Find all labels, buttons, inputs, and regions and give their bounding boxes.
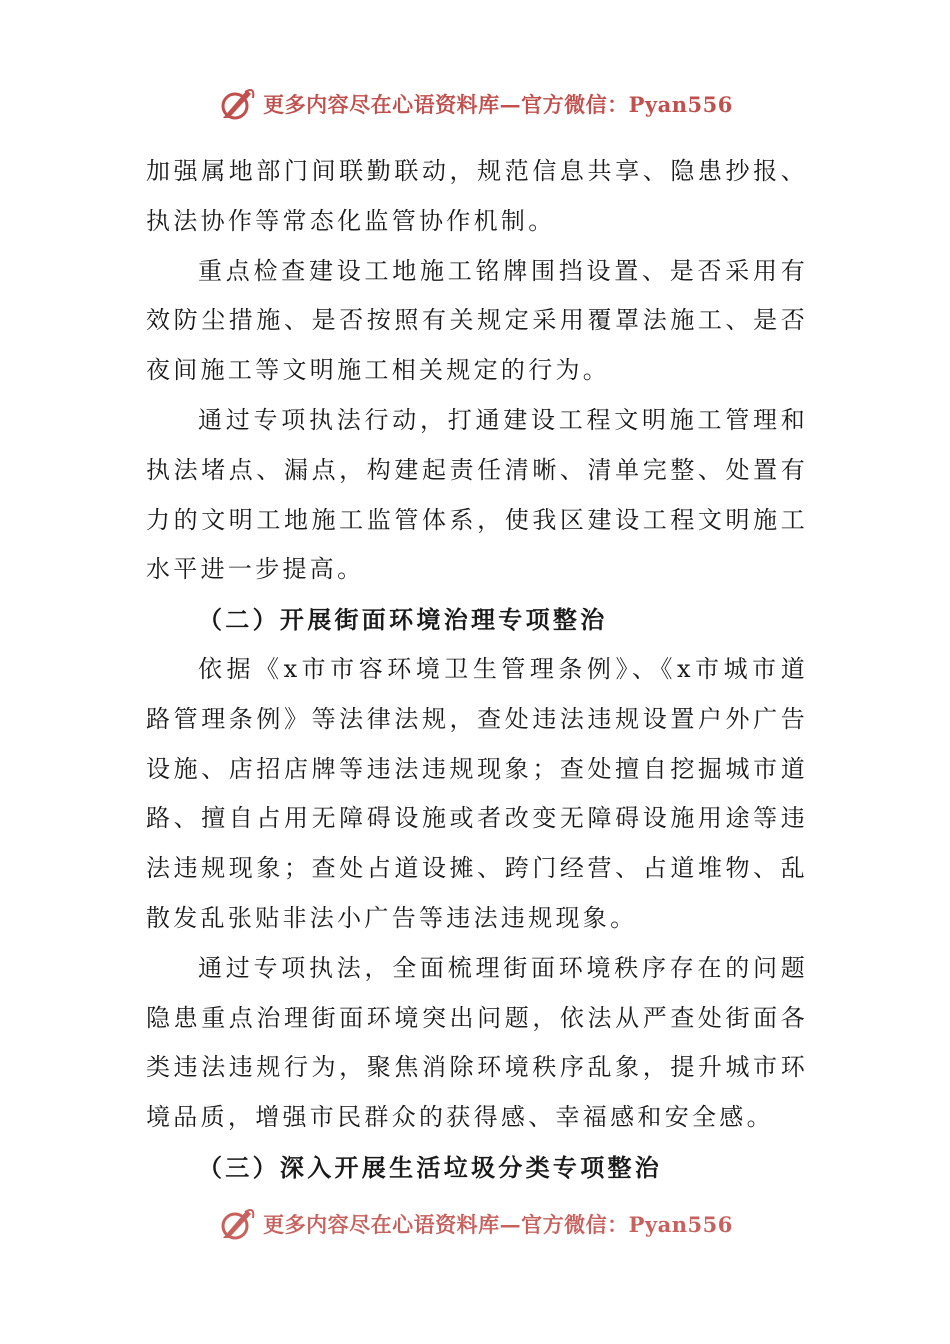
paragraph-2: 重点检查建设工地施工铭牌围挡设置、是否采用有效防尘措施、是否按照有关规定采用覆罩法施工、是否夜间施工等文明施工相关规定的行为。 [146,256,808,385]
section-heading-3: （三）深入开展生活垃圾分类专项整治 [198,1152,663,1182]
quill-logo-icon [217,84,257,124]
quill-logo-icon [217,1204,257,1244]
section-heading-2: （二）开展街面环境治理专项整治 [198,605,608,635]
header-watermark-banner [0,82,950,126]
paragraph-5: 通过专项执法，全面梳理街面环境秩序存在的问题隐患重点治理街面环境突出问题，依法从严查处街面各类违法违规行为，聚焦消除环境秩序乱象，提升城市环境品质，增强市民群众的获得感、幸福感和安全感。 [146,953,808,1132]
footer-watermark-banner [0,1204,950,1244]
header-banner-text: 更多内容尽在心语资料库—官方微信：Pyan556 [263,92,733,117]
document-body [146,147,808,1193]
footer-banner-text: 更多内容尽在心语资料库—官方微信：Pyan556 [263,1212,733,1237]
paragraph-3: 通过专项执法行动，打通建设工程文明施工管理和执法堵点、漏点，构建起责任清晰、清单完整、处置有力的文明工地施工监管体系，使我区建设工程文明施工水平进一步提高。 [146,405,808,584]
paragraph-1: 加强属地部门间联勤联动，规范信息共享、隐患抄报、执法协作等常态化监管协作机制。 [146,157,808,235]
paragraph-4: 依据《x市市容环境卫生管理条例》、《x市城市道路管理条例》等法律法规，查处违法违规设置户外广告设施、店招店牌等违法违规现象；查处擅自挖掘城市道路、擅自占用无障碍设施或者改变无障碍设施用途等违法违规现象；查处占道设摊、跨门经营、占道堆物、乱散发乱张贴非法小广告等违法违规现象。 [146,654,808,932]
